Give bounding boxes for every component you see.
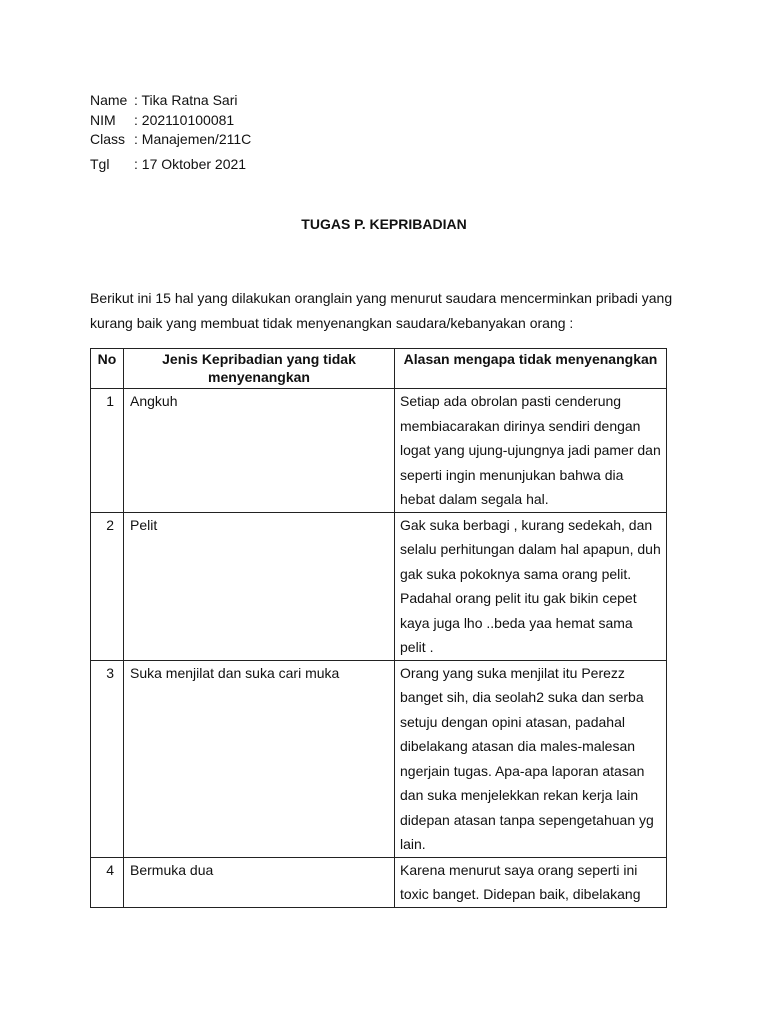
header-jenis: Jenis Kepribadian yang tidak menyenangkan	[124, 349, 395, 389]
document-title: TUGAS P. KEPRIBADIAN	[301, 216, 467, 232]
reason-cell	[395, 857, 667, 907]
name-value: : Tika Ratna Sari	[134, 92, 238, 108]
intro-line: Berikut ini 15 hal yang dilakukan oranglain yang menurut saudara mencerminkan pribadi yang	[90, 290, 673, 306]
personality-type: Angkuh	[124, 389, 395, 513]
nim-label: NIM	[90, 111, 116, 128]
table-row	[91, 512, 667, 660]
row-number: 4	[91, 857, 124, 907]
personality-type: Bermuka dua	[124, 857, 395, 907]
reason-line: Karena menurut saya orang seperti ini	[400, 861, 638, 878]
reason-cell	[395, 512, 667, 660]
reason-cell	[395, 660, 667, 857]
reason-line: pelit .	[400, 639, 434, 655]
reason-line: kaya juga lho ..beda yaa hemat sama	[400, 614, 633, 631]
reason-line: hebat dalam segala hal.	[400, 491, 549, 507]
reason-line: Orang yang suka menjilat itu Perezz	[400, 664, 625, 681]
name-row	[90, 91, 251, 111]
personality-type: Pelit	[124, 512, 395, 660]
identity-block	[90, 91, 251, 174]
row-number: 2	[91, 512, 124, 660]
reason-line: lain.	[400, 836, 426, 852]
reason-line: seperti ingin menunjukan bahwa dia	[400, 466, 624, 483]
nim-row	[90, 111, 251, 131]
reason-line: logat yang ujung-ujungnya jadi pamer dan	[400, 442, 661, 458]
class-label: Class	[90, 131, 126, 147]
nim-value: : 202110100081	[134, 111, 235, 128]
table-body	[91, 389, 667, 908]
personality-table	[90, 348, 667, 908]
table-header-row	[91, 349, 667, 389]
table-row	[91, 389, 667, 513]
row-number: 3	[91, 660, 124, 857]
header-no: No	[91, 349, 124, 389]
reason-line: dibelakang atasan dia males-malesan	[400, 738, 636, 754]
reason-line: didepan atasan tanpa sepengetahuan yg	[400, 811, 654, 828]
reason-line: banget sih, dia seolah2 suka dan serba	[400, 689, 644, 705]
reason-line: toxic banget. Didepan baik, dibelakang	[400, 886, 641, 902]
reason-line: membiacarakan dirinya sendiri dengan	[400, 417, 641, 434]
reason-line: Gak suka berbagi , kurang sedekah, dan	[400, 516, 653, 533]
date-row	[90, 155, 251, 175]
reason-line: dan suka menjelekkan rekan kerja lain	[400, 787, 639, 803]
reason-line: setuju dengan opini atasan, padahal	[400, 713, 625, 730]
date-label: Tgl	[90, 155, 110, 172]
header-alasan: Alasan mengapa tidak menyenangkan	[395, 349, 667, 389]
personality-type: Suka menjilat dan suka cari muka	[124, 660, 395, 857]
reason-line: gak suka pokoknya sama orang pelit.	[400, 565, 632, 582]
reason-line: Padahal orang pelit itu gak bikin cepet	[400, 590, 637, 606]
reason-cell	[395, 389, 667, 513]
reason-line: selalu perhitungan dalam hal apapun, duh	[400, 541, 661, 557]
class-row	[90, 130, 251, 150]
reason-line: Setiap ada obrolan pasti cenderung	[400, 393, 622, 409]
row-number: 1	[91, 389, 124, 513]
table-row	[91, 660, 667, 857]
class-value: : Manajemen/211C	[134, 131, 252, 147]
intro-line: kurang baik yang membuat tidak menyenangkan saudara/kebanyakan orang :	[90, 314, 574, 331]
reason-line: ngerjain tugas. Apa-apa laporan atasan	[400, 762, 645, 779]
intro-paragraph	[90, 286, 690, 335]
date-value: : 17 Oktober 2021	[134, 155, 247, 172]
table-row	[91, 857, 667, 907]
name-label: Name	[90, 92, 128, 108]
